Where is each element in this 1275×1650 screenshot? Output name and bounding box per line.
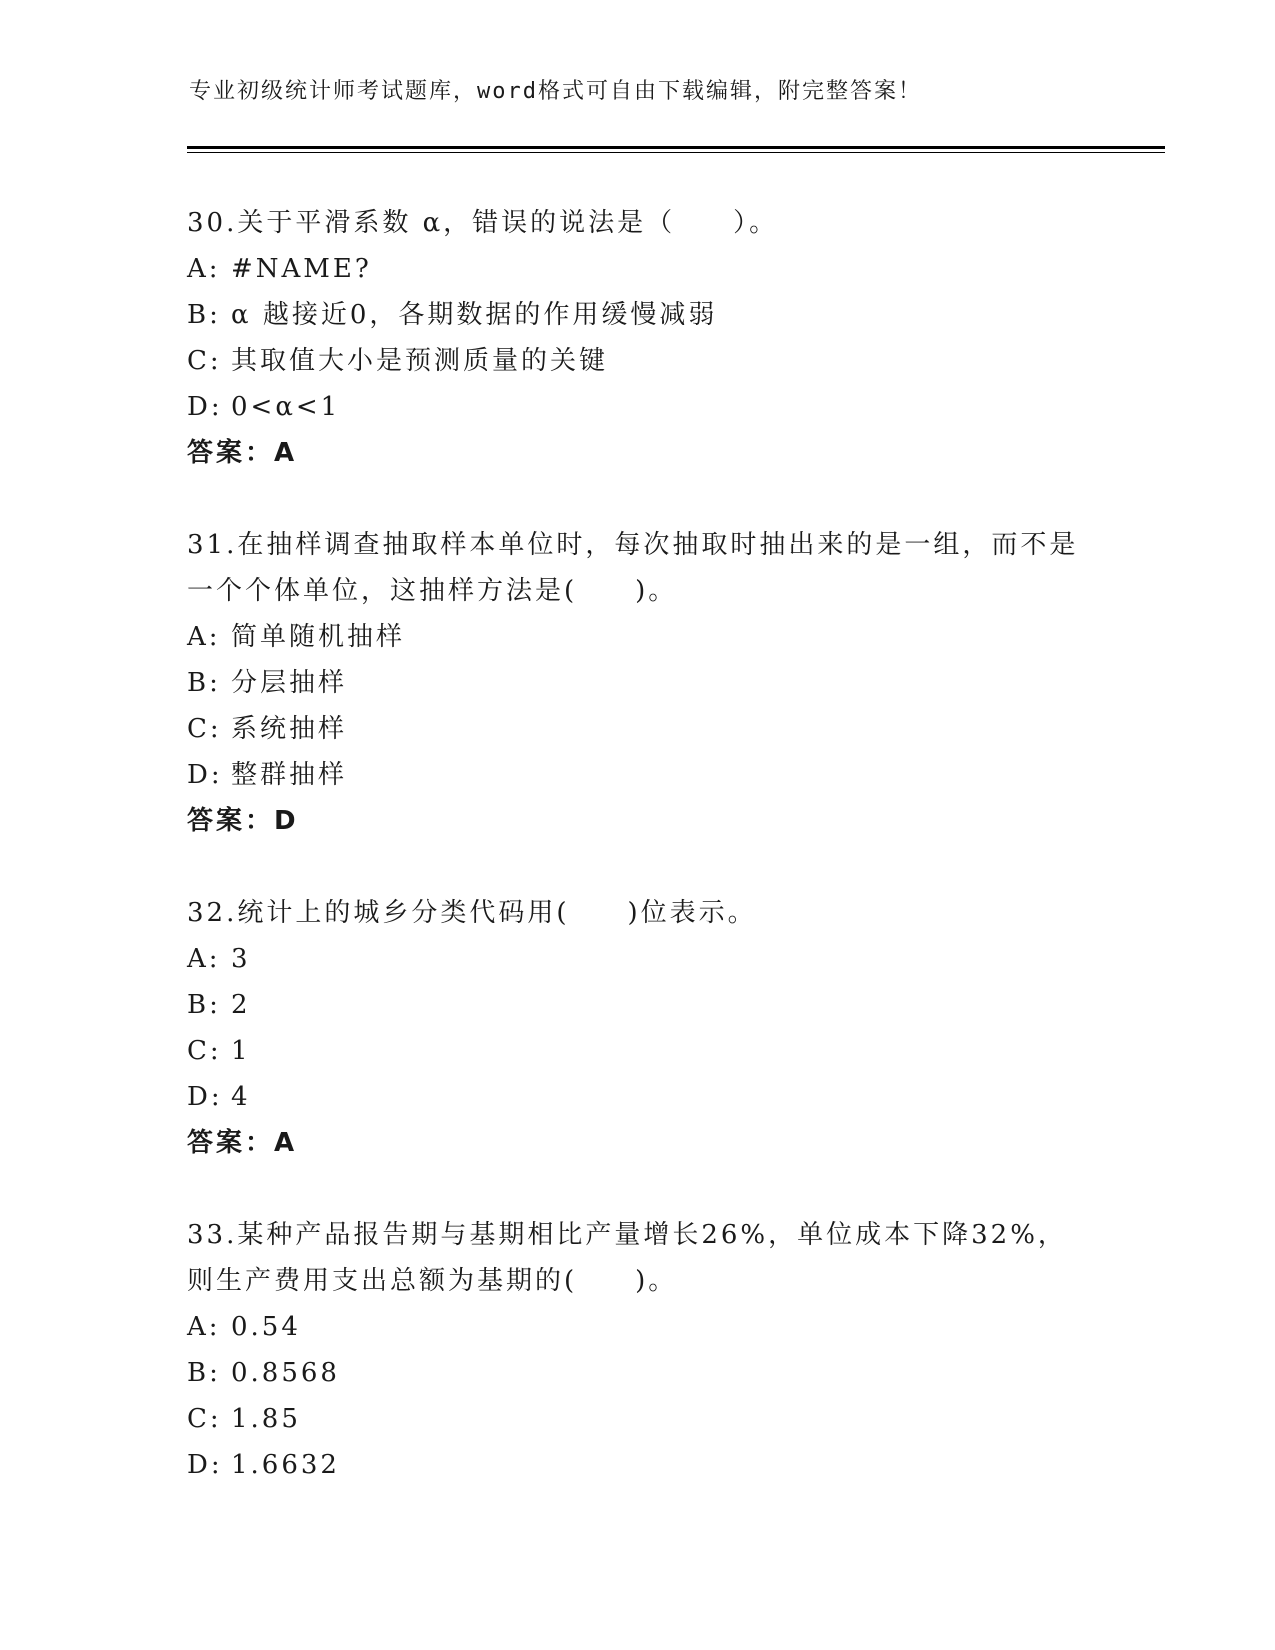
option-d: [187, 752, 1087, 798]
question-stem: 31.在抽样调查抽取样本单位时，每次抽取时抽出来的是一组，而不是一个个体单位，这抽样方法是( )。: [187, 530, 1079, 606]
option-text: 3: [231, 944, 251, 974]
option-b: [187, 982, 1087, 1028]
header-rule-thick: [187, 146, 1165, 149]
option-letter: C:: [187, 1036, 222, 1066]
option-letter: A:: [187, 254, 221, 284]
answer: 答案：D: [187, 806, 299, 836]
option-text: 1.85: [231, 1404, 301, 1434]
option-text: 整群抽样: [231, 760, 348, 790]
question-32: [187, 890, 1087, 1166]
question-stem: 32.统计上的城乡分类代码用( )位表示。: [187, 898, 757, 928]
question-31: [187, 522, 1087, 844]
option-a: [187, 246, 1087, 292]
option-letter: A:: [187, 944, 221, 974]
option-a: [187, 936, 1087, 982]
option-d: [187, 1442, 1087, 1488]
option-text: #NAME?: [231, 254, 372, 284]
option-letter: B:: [187, 300, 221, 330]
option-text: 4: [231, 1082, 251, 1112]
question-list: [187, 200, 1087, 1534]
question-30: [187, 200, 1087, 476]
option-letter: A:: [187, 622, 221, 652]
option-letter: A:: [187, 1312, 221, 1342]
option-letter: B:: [187, 1358, 221, 1388]
option-c: [187, 706, 1087, 752]
option-letter: C:: [187, 714, 222, 744]
option-letter: C:: [187, 1404, 222, 1434]
option-letter: C:: [187, 346, 222, 376]
option-text: 1.6632: [231, 1450, 340, 1480]
option-text: α 越接近0，各期数据的作用缓慢减弱: [231, 300, 718, 330]
option-letter: D:: [187, 1082, 223, 1112]
option-c: [187, 1028, 1087, 1074]
option-a: [187, 614, 1087, 660]
option-letter: B:: [187, 668, 221, 698]
option-b: [187, 1350, 1087, 1396]
question-33: [187, 1212, 1087, 1488]
option-text: 1: [231, 1036, 251, 1066]
answer: 答案：A: [187, 438, 298, 468]
option-text: 分层抽样: [231, 668, 348, 698]
option-letter: B:: [187, 990, 221, 1020]
option-text: 其取值大小是预测质量的关键: [231, 346, 609, 376]
option-text: 0.54: [231, 1312, 301, 1342]
option-text: 0.8568: [231, 1358, 340, 1388]
option-b: [187, 292, 1087, 338]
page-header: 专业初级统计师考试题库，word格式可自由下载编辑，附完整答案！: [189, 79, 922, 104]
option-letter: D:: [187, 392, 223, 422]
option-letter: D:: [187, 760, 223, 790]
option-d: [187, 1074, 1087, 1120]
question-stem: 30.关于平滑系数 α，错误的说法是（ ）。: [187, 208, 779, 238]
option-d: [187, 384, 1087, 430]
answer: 答案：A: [187, 1128, 298, 1158]
option-text: 系统抽样: [231, 714, 348, 744]
option-c: [187, 338, 1087, 384]
option-a: [187, 1304, 1087, 1350]
option-b: [187, 660, 1087, 706]
option-text: 2: [231, 990, 251, 1020]
header-rule-thin: [187, 152, 1165, 153]
option-letter: D:: [187, 1450, 223, 1480]
option-c: [187, 1396, 1087, 1442]
question-stem: 33.某种产品报告期与基期相比产量增长26%，单位成本下降32%，则生产费用支出总额为基期的( )。: [187, 1220, 1067, 1296]
option-text: 0<α<1: [231, 392, 341, 422]
option-text: 简单随机抽样: [231, 622, 406, 652]
